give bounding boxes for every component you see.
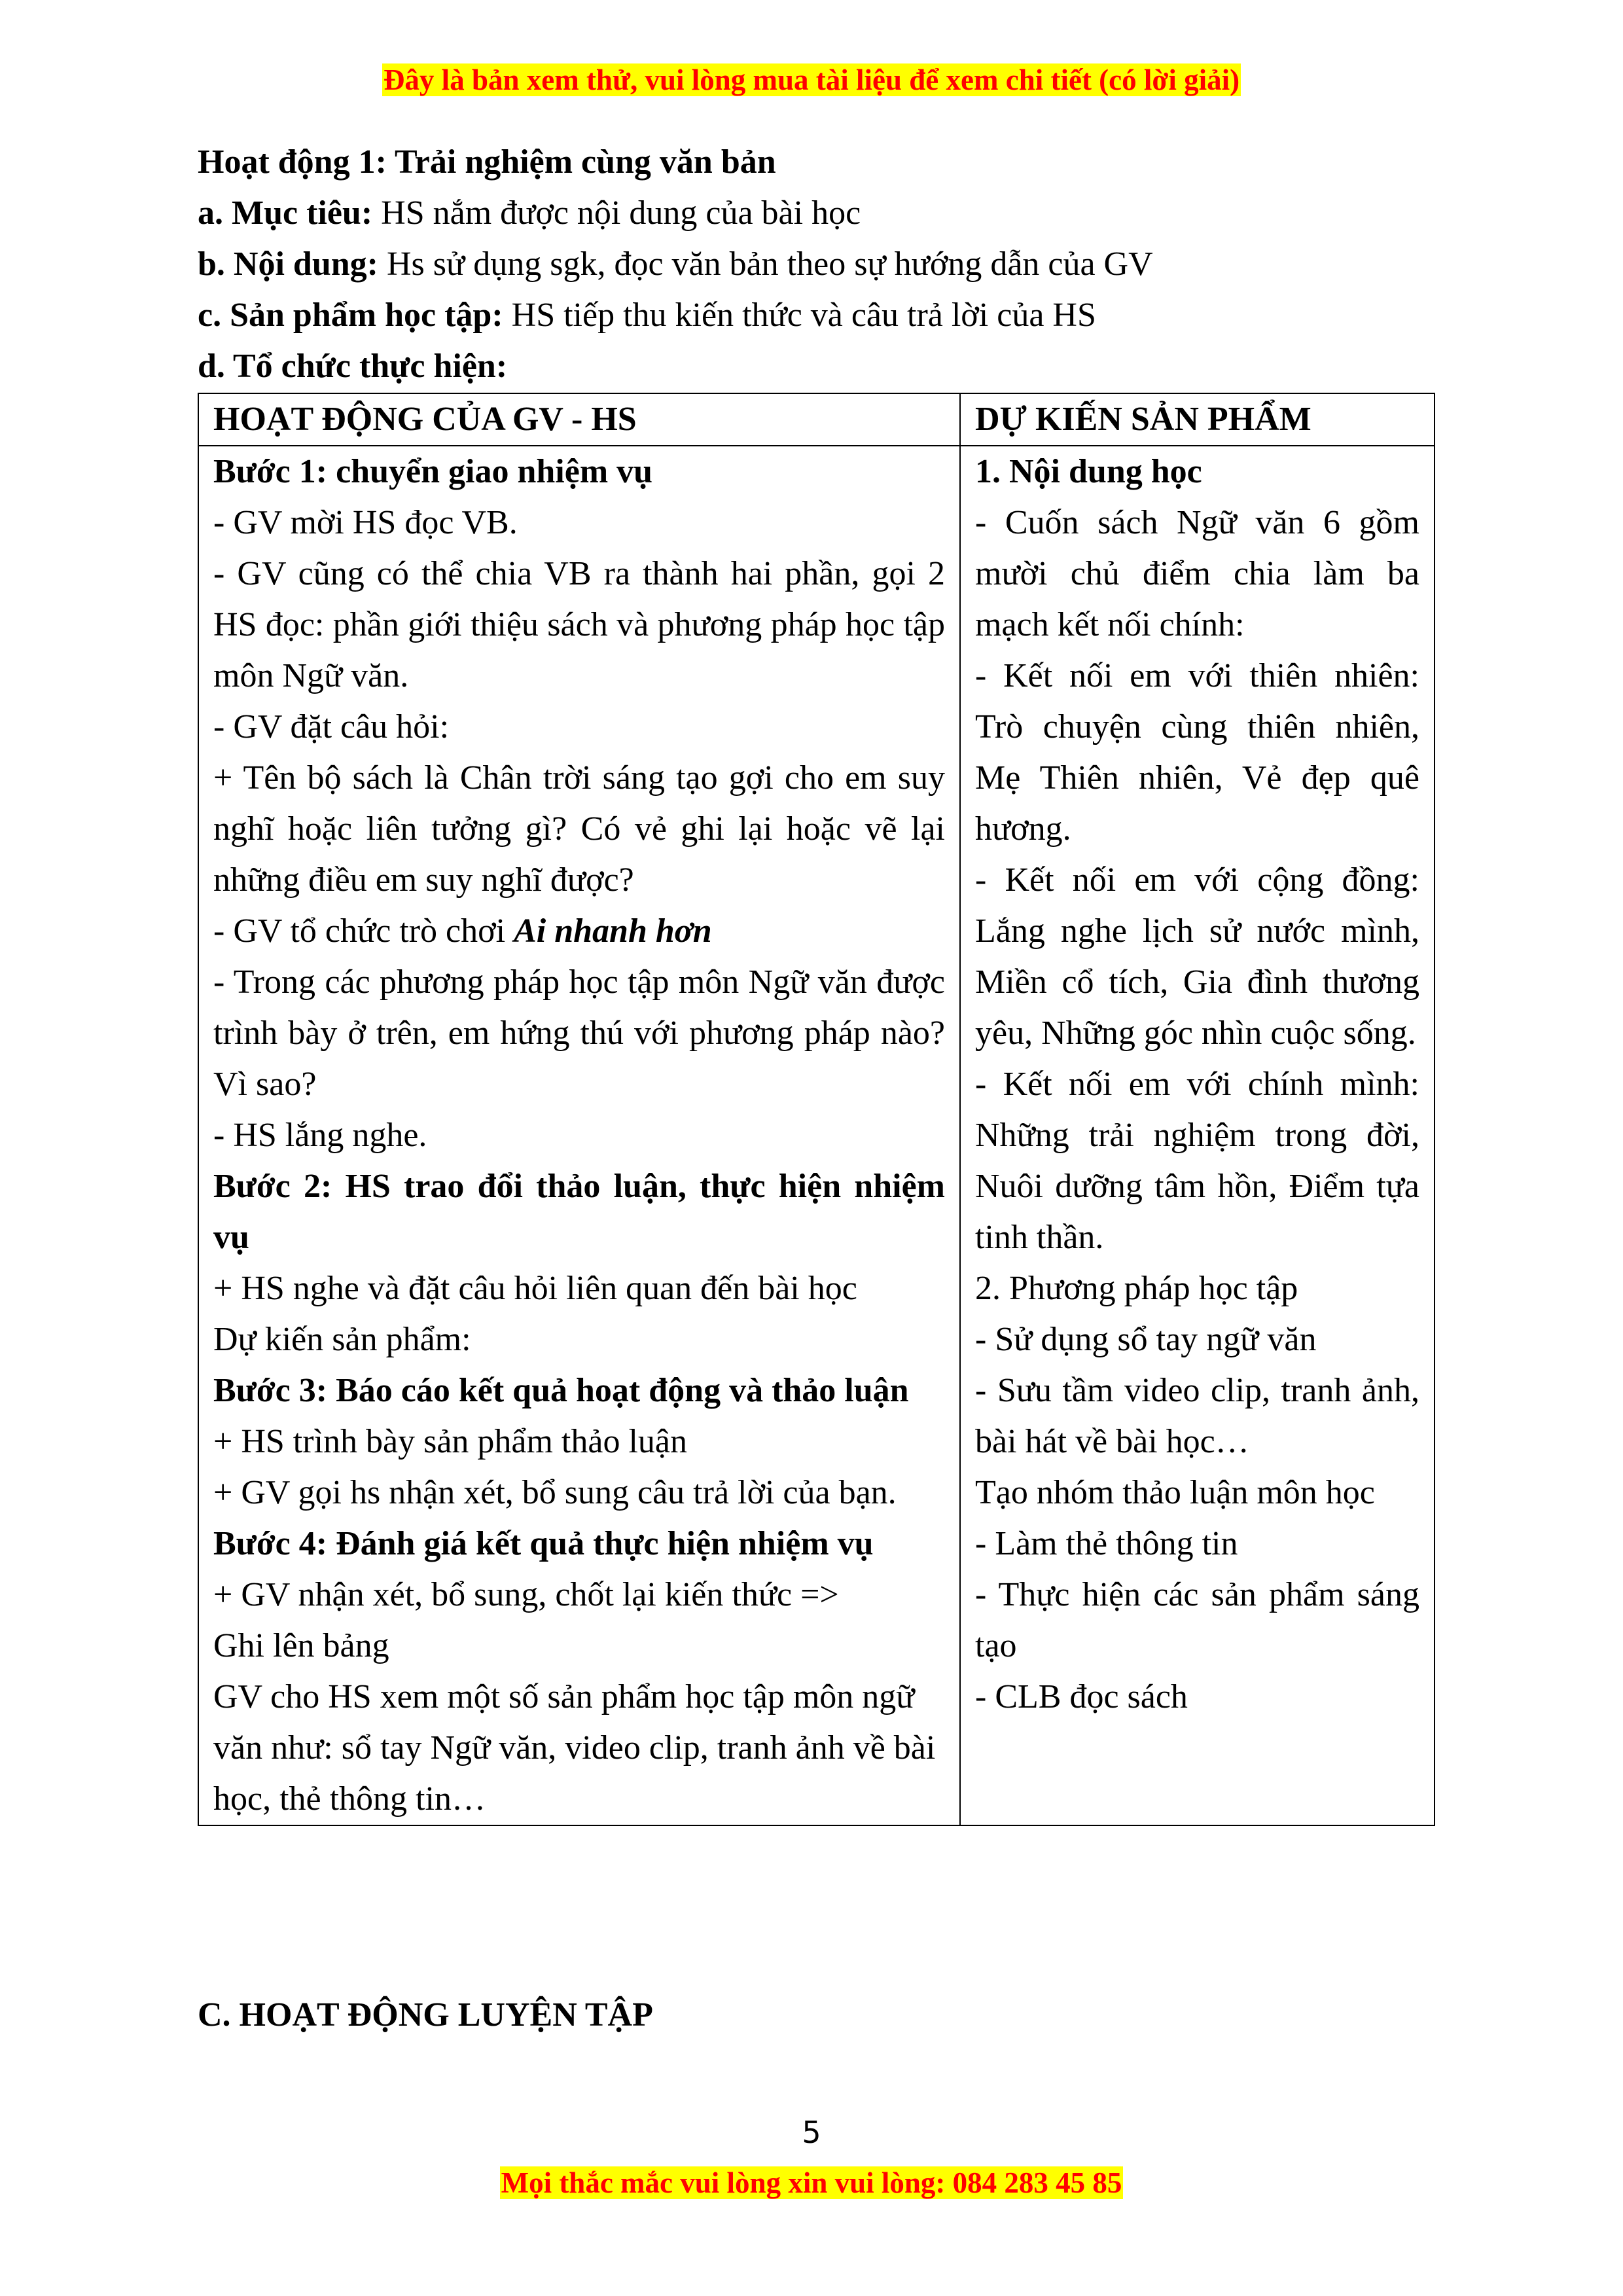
list-item: - Sưu tầm video clip, tranh ảnh, bài hát về bài học…	[975, 1372, 1419, 1460]
list-item: - GV đặt câu hỏi:	[213, 708, 450, 745]
list-item: - Kết nối em với cộng đồng: Lắng nghe lịch sử nước mình, Miền cổ tích, Gia đình thương yêu, Những góc nhìn cuộc sống.	[975, 861, 1419, 1052]
list-item: - CLB đọc sách	[975, 1678, 1188, 1715]
list-item: 2. Phương pháp học tập	[975, 1270, 1298, 1307]
list-item: - Làm thẻ thông tin	[975, 1525, 1238, 1562]
table-row	[198, 446, 1435, 1825]
header-expected-product: DỰ KIẾN SẢN PHẨM	[960, 393, 1435, 446]
list-item: - Trong các phương pháp học tập môn Ngữ văn được trình bày ở trên, em hứng thú với phương pháp nào? Vì sao?	[213, 963, 945, 1103]
teacher-student-cell	[198, 446, 960, 1825]
list-item: - GV tổ chức trò chơi Ai nhanh hơn	[213, 912, 712, 950]
list-item: - Cuốn sách Ngữ văn 6 gồm mười chủ điểm chia làm ba mạch kết nối chính:	[975, 504, 1419, 643]
expected-product-cell	[960, 446, 1435, 1825]
activity-table	[198, 393, 1435, 1826]
list-item: Tạo nhóm thảo luận môn học	[975, 1474, 1375, 1511]
list-item: - HS lắng nghe.	[213, 1117, 427, 1154]
list-item: + GV gọi hs nhận xét, bổ sung câu trả lời của bạn.	[213, 1474, 897, 1511]
header-teacher-student: HOẠT ĐỘNG CỦA GV - HS	[198, 393, 960, 446]
organization-label: d. Tổ chức thực hiện:	[198, 348, 508, 385]
activity-heading-block	[198, 137, 1435, 392]
preview-banner: Đây là bản xem thử, vui lòng mua tài liệu để xem chi tiết (có lời giải)	[383, 63, 1240, 96]
table-header-row	[198, 393, 1435, 446]
list-item: - Kết nối em với thiên nhiên: Trò chuyện cùng thiên nhiên, Mẹ Thiên nhiên, Vẻ đẹp quê hương.	[975, 657, 1419, 848]
list-item: - GV cũng có thể chia VB ra thành hai phần, gọi 2 HS đọc: phần giới thiệu sách và phương pháp học tập môn Ngữ văn.	[213, 555, 945, 694]
list-item: Dự kiến sản phẩm:	[213, 1321, 471, 1358]
page-number: 5	[802, 2115, 821, 2150]
list-item: - Kết nối em với chính mình: Những trải nghiệm trong đời, Nuôi dưỡng tâm hồn, Điểm tựa tinh thần.	[975, 1066, 1419, 1256]
contact-banner: Mọi thắc mắc vui lòng xin vui lòng: 084 283 45 85	[501, 2166, 1122, 2199]
list-item: Ghi lên bảng	[213, 1627, 389, 1664]
step-2: Bước 2: HS trao đổi thảo luận, thực hiện nhiệm vụ	[213, 1168, 945, 1256]
list-item: GV cho HS xem một số sản phẩm học tập môn ngữ văn như: sổ tay Ngữ văn, video clip, tranh ảnh về bài học, thẻ thông tin…	[213, 1678, 936, 1818]
product-line: c. Sản phẩm học tập: HS tiếp thu kiến thức và câu trả lời của HS	[198, 296, 1096, 334]
game-name: Ai nhanh hơn	[514, 912, 712, 950]
list-item: + GV nhận xét, bổ sung, chốt lại kiến thức =>	[213, 1576, 839, 1613]
objective-line: a. Mục tiêu: HS nắm được nội dung của bài học	[198, 194, 861, 232]
content-title: 1. Nội dung học	[975, 453, 1202, 490]
list-item: + HS trình bày sản phẩm thảo luận	[213, 1423, 687, 1460]
step-1: Bước 1: chuyển giao nhiệm vụ	[213, 453, 653, 490]
step-3: Bước 3: Báo cáo kết quả hoạt động và thảo luận	[213, 1372, 909, 1409]
section-title: C. HOẠT ĐỘNG LUYỆN TẬP	[198, 1996, 653, 2034]
step-4: Bước 4: Đánh giá kết quả thực hiện nhiệm vụ	[213, 1525, 874, 1562]
activity-title: Hoạt động 1: Trải nghiệm cùng văn bản	[198, 143, 776, 181]
list-item: - Sử dụng sổ tay ngữ văn	[975, 1321, 1317, 1358]
list-item: - Thực hiện các sản phẩm sáng tạo	[975, 1576, 1419, 1664]
list-item: + HS nghe và đặt câu hỏi liên quan đến bài học	[213, 1270, 857, 1307]
list-item: + Tên bộ sách là Chân trời sáng tạo gợi cho em suy nghĩ hoặc liên tưởng gì? Có vẻ ghi lại hoặc vẽ lại những điều em suy nghĩ được?	[213, 759, 945, 899]
content-line: b. Nội dung: Hs sử dụng sgk, đọc văn bản theo sự hướng dẫn của GV	[198, 245, 1153, 283]
list-item: - GV mời HS đọc VB.	[213, 504, 518, 541]
